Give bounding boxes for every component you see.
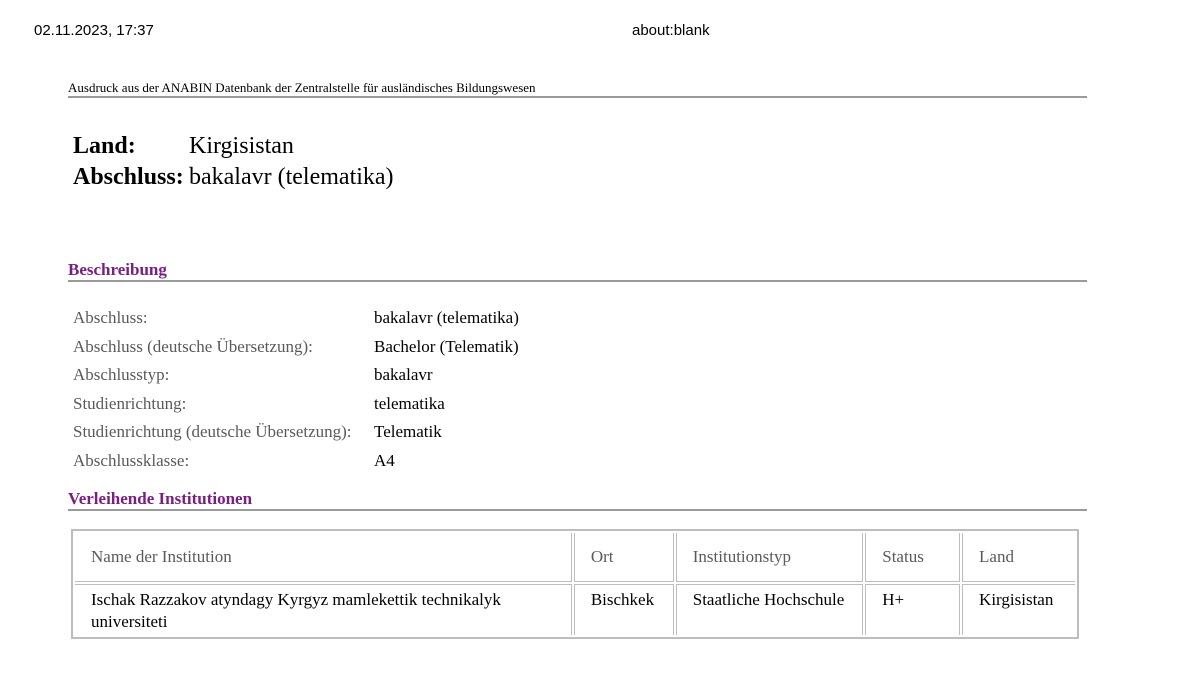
table-row [75,584,1075,635]
description-row [73,333,1087,362]
cell-institution-name: Ischak Razzakov atyndagy Kyrgyz mamlekettik technikalyk universiteti [75,584,572,635]
cell-land: Kirgisistan [962,584,1075,635]
column-header-ort: Ort [574,533,674,582]
description-value: telematika [374,393,445,413]
description-row [73,418,1087,447]
description-row [73,304,1087,333]
document [68,80,1087,639]
land-label: Land: [73,133,136,159]
print-datetime: 02.11.2023, 17:37 [34,22,154,39]
column-header-name: Name der Institution [75,533,572,582]
headline [73,131,1087,193]
section-title-beschreibung: Beschreibung [68,260,1087,282]
print-header [34,22,1181,42]
description-value: A4 [374,450,395,470]
description-row [73,390,1087,419]
description-label: Abschluss: [73,308,148,327]
description-label: Studienrichtung (deutsche Übersetzung): [73,422,352,442]
description-value: Telematik [374,422,442,442]
column-header-status: Status [865,533,960,582]
cell-institutionstyp: Staatliche Hochschule [676,584,864,635]
description-row [73,361,1087,390]
abschluss-label: Abschluss: [73,164,184,190]
column-header-typ: Institutionstyp [676,533,864,582]
cell-ort: Bischkek [574,584,674,635]
description-value: Bachelor (Telematik) [374,336,519,356]
description-label: Studienrichtung: [73,393,187,413]
print-url: about:blank [632,22,710,39]
cell-status: H+ [865,584,960,635]
source-line: Ausdruck aus der ANABIN Datenbank der Zentralstelle für ausländisches Bildungswesen [68,80,1087,98]
headline-land-row [73,131,1087,162]
description-label: Abschlusstyp: [73,365,170,385]
institutions-header-row [75,533,1075,582]
land-value: Kirgisistan [189,133,294,159]
section-title-institutionen: Verleihende Institutionen [68,489,1087,511]
column-header-land: Land [962,533,1075,582]
description-value: bakalavr (telematika) [374,308,519,327]
abschluss-value: bakalavr (telematika) [189,164,394,190]
institutions-table [71,529,1079,639]
description-label: Abschluss (deutsche Übersetzung): [73,336,313,356]
description-label: Abschlussklasse: [73,450,190,470]
headline-abschluss-row [73,162,1087,193]
description-table [73,304,1087,476]
description-row [73,447,1087,476]
description-value: bakalavr [374,365,433,385]
